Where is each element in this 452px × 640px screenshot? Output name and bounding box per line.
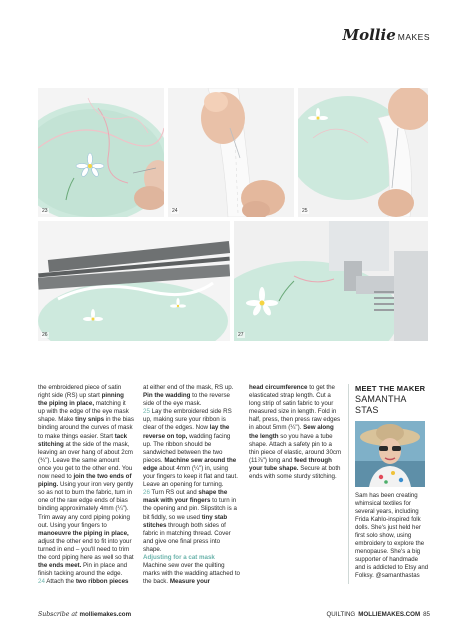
body-text: about 4mm (¼") in, using your fingers to keep it flat and taut. Leave an opening for turning. xyxy=(143,464,238,489)
column-paragraph xyxy=(249,384,343,481)
site-name: MOLLIEMAKES.COM xyxy=(358,611,421,618)
column-paragraph xyxy=(143,384,240,586)
body-text: Turn RS out and xyxy=(151,489,199,497)
bold-text: the ends meet. xyxy=(38,562,82,570)
bold-text: join the two ends of piping. xyxy=(38,473,132,489)
bold-text: Machine sew around the edge xyxy=(143,456,237,472)
page-footer xyxy=(326,611,430,618)
body-text: Pin in place and finish tacking around the edge. xyxy=(38,562,128,578)
subheading: Adjusting for a cat mask xyxy=(143,553,215,561)
bold-text: tiny snips xyxy=(75,416,105,424)
body-text: at either end of the mask, RS up. xyxy=(143,384,234,391)
photo-number: 27 xyxy=(238,332,244,338)
body-text: Lay the embroidered side RS up, making sure your ribbon is clear of the edges. Now xyxy=(143,408,232,432)
body-text: adjust the other end to fit into your turned in end – you'll need to trim the cord piping here as well so that xyxy=(38,537,134,561)
bold-text: head circumference xyxy=(249,384,308,391)
bold-text: tiny stab stitches xyxy=(143,513,228,529)
logo-script: Mollie xyxy=(342,26,396,44)
bold-text: shape the mask with your fingers xyxy=(143,489,228,505)
photo-number: 23 xyxy=(42,208,48,214)
photo-step-25 xyxy=(298,88,428,217)
body-text: matching it up with the edge of the eye mask shape. Make xyxy=(38,400,129,424)
bold-text: Sew along the length xyxy=(249,424,334,440)
body-text: Secure at both ends with some sturdy stitching. xyxy=(249,464,341,481)
logo-caps: MAKES xyxy=(397,32,430,42)
body-text: the embroidered piece of satin right side (RS) up start xyxy=(38,384,122,400)
step-number: 26 xyxy=(143,489,152,497)
body-text: at the side of the mask, leaving an over hang of about 2cm (¾"). Leave the same amount once you get to the other end. You now need to xyxy=(38,440,133,481)
body-text: Machine sew over the quilting marks with the wadding attached to the back. xyxy=(143,562,240,586)
page-number: 85 xyxy=(423,611,430,618)
body-text: Attach the xyxy=(46,578,76,586)
magazine-logo xyxy=(342,26,430,44)
body-text: to turn in the opening and pin. Slipstitch is a bit fiddly, so we used xyxy=(143,497,237,521)
bold-text: feed through your tube shape. xyxy=(249,456,332,472)
photo-step-24 xyxy=(168,88,294,217)
body-text: in the bias binding around the curves of mask to make things easier. Start xyxy=(38,416,134,440)
photo-number: 26 xyxy=(42,332,48,338)
bold-text: manoeuvre the piping in place, xyxy=(38,529,129,537)
step-number: 25 xyxy=(143,408,152,416)
subscribe-note xyxy=(38,611,131,618)
photo-step-26 xyxy=(38,221,230,341)
body-column-1 xyxy=(38,384,134,586)
body-text: Using your iron very gently so as not to burn the fabric, turn in one of the raw edge ends of bias binding approximately 4mm (¼"). Trim away any cord piping poking out. Using your fingers to xyxy=(38,481,134,529)
body-text: to get the elasticated strap length. Cut a long strip of satin fabric to your measured size in length. Fold in half, press, then press raw edges in about 5mm (¼"). xyxy=(249,384,341,432)
body-text: wadding facing up. The ribbon should be sandwiched between the two pieces. xyxy=(143,432,231,464)
bold-text: Measure your xyxy=(169,578,211,586)
maker-portrait xyxy=(355,421,425,487)
bold-text: two ribbon pieces xyxy=(75,578,129,586)
photo-step-27 xyxy=(234,221,428,341)
bold-text: lay the reverse on top, xyxy=(143,424,230,440)
subscribe-prefix: Subscribe at xyxy=(38,611,78,618)
column-paragraph xyxy=(38,384,134,586)
step-number: 24 xyxy=(38,578,47,586)
body-column-3 xyxy=(249,384,343,481)
section-name: QUILTING xyxy=(326,611,356,618)
subscribe-url[interactable]: molliemakes.com xyxy=(79,611,132,618)
maker-label: MEET THE MAKER xyxy=(355,384,426,393)
bold-text: tack stitching xyxy=(38,432,128,448)
bold-text: pinning the piping in place, xyxy=(38,392,124,408)
maker-bio: Sam has been creating whimsical textiles for several years, including Frida Kahlo-inspired folk dolls. She's just held her first solo show, using embroidery to explore the menopause. She's a big supporter of handmade and is addicted to Etsy and Folksy. @samanthastas xyxy=(355,492,429,579)
body-text: to the reverse side of the eye mask. xyxy=(143,392,230,408)
maker-divider xyxy=(348,384,349,584)
photo-number: 24 xyxy=(172,208,178,214)
meet-the-maker xyxy=(355,384,429,580)
body-text: so you have a tube shape. Attach a safety pin to a thin piece of elastic, around 30cm (11⅞") long and xyxy=(249,432,342,464)
photo-number: 25 xyxy=(302,208,308,214)
body-text: through both sides of fabric in matching thread. Cover and give one final press into shape. xyxy=(143,521,231,553)
photo-step-23 xyxy=(38,88,164,217)
maker-name: SAMANTHA STAS xyxy=(355,394,407,415)
body-column-2 xyxy=(143,384,240,586)
bold-text: Pin the wadding xyxy=(143,392,191,400)
